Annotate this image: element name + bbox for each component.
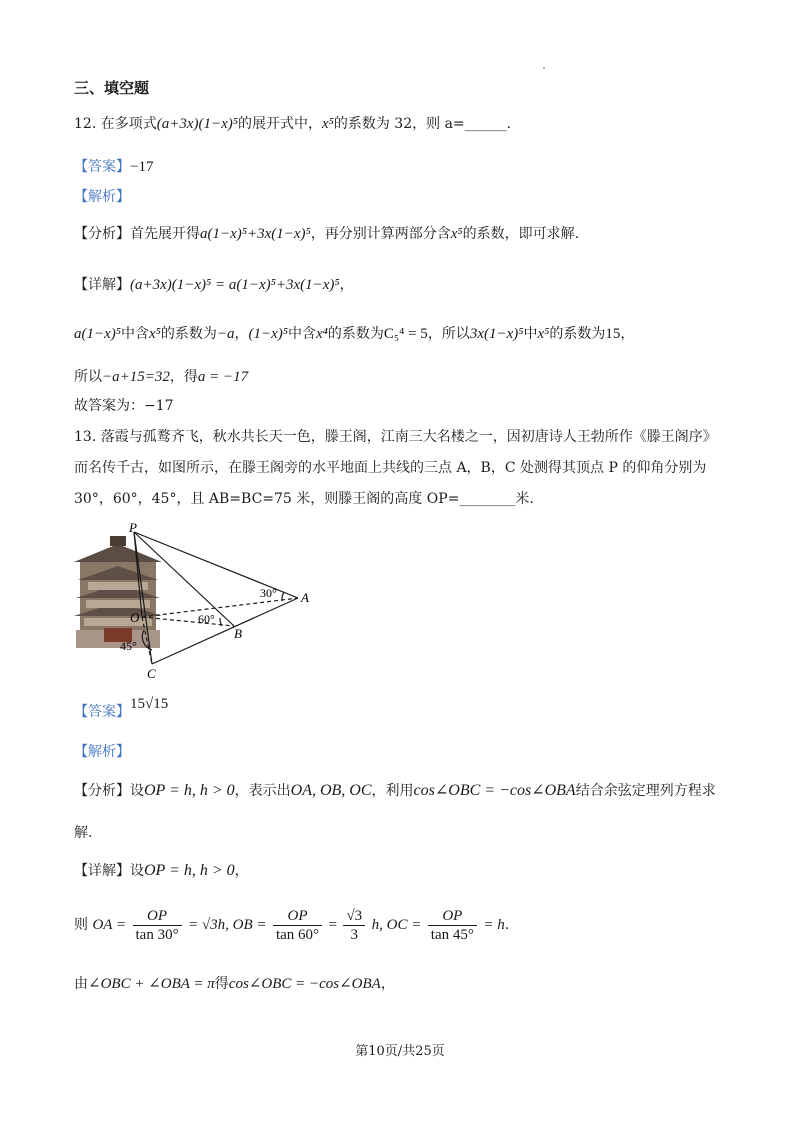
f-b: OP = h, h > 0: [144, 782, 235, 799]
angle-label-B: 60°: [198, 612, 215, 626]
q12-line4: 故答案为：−17: [74, 398, 174, 414]
last-b: ∠OBC + ∠OBA = π: [88, 976, 215, 992]
last-a: 由: [74, 976, 88, 992]
line-OA: [142, 598, 298, 617]
fenxi-x5: x⁵: [450, 226, 463, 242]
l2-q: 15: [605, 326, 621, 342]
q13-fenxi: [74, 781, 716, 801]
period: .: [504, 917, 510, 933]
x-c: ，: [234, 863, 249, 879]
angle-label-A: 30°: [260, 586, 277, 600]
fenxi-text-b: ，再分别计算两部分含: [310, 226, 451, 242]
l3-b: −a+15=32: [102, 369, 170, 385]
l2-i: x⁴: [316, 326, 328, 342]
last-c: 得: [214, 976, 229, 992]
l2-g: (1−x)⁵: [248, 326, 288, 342]
l2-e: −a: [216, 326, 235, 342]
xiangjie-tag: 【详解】: [74, 277, 130, 293]
xiangjie-tag: 【详解】: [74, 863, 130, 879]
angle-label-C: 45°: [120, 639, 137, 653]
answer-value: −17: [130, 159, 154, 175]
line-AC: [152, 598, 298, 664]
q12-answer: [74, 157, 153, 177]
last-d: cos∠OBC = −cos∠OBA: [228, 976, 381, 992]
oa-den: tan 30°: [135, 926, 179, 943]
l3-a: 所以: [74, 369, 102, 385]
tengwang-pavilion-figure: [74, 522, 334, 682]
l2-d: 的系数为: [160, 326, 217, 342]
fenxi-text-a: 首先展开得: [130, 226, 200, 242]
q12-stem-suffix: 的系数为 32，则 a=______.: [333, 116, 512, 132]
scan-dot: [543, 67, 545, 69]
last-e: ，: [380, 976, 395, 992]
ob-den2: 3: [350, 926, 359, 943]
oa-lhs: OA =: [92, 917, 127, 933]
fenxi-expr: a(1−x)⁵+3x(1−x)⁵: [200, 226, 311, 242]
q12-stem: [74, 114, 511, 134]
l2-p: 的系数为: [549, 326, 606, 342]
fenxi-text-c: 的系数，即可求解.: [462, 226, 580, 242]
f-g: 结合余弦定理列方程求: [575, 783, 716, 799]
line-PO: [134, 532, 142, 617]
oc-num: OP: [428, 907, 477, 926]
ob-fraction-2: [343, 907, 365, 944]
q13-stem-2: 而名传千古，如图所示，在滕王阁旁的水平地面上共线的三点 A，B，C 处测得其顶点 P 的仰角分别为: [74, 460, 707, 476]
q13-last: [74, 974, 395, 994]
q13-stem-1: 13. 落霞与孤鹜齐飞，秋水共长天一色，滕王阁，江南三大名楼之一，因初唐诗人王勃所作《滕王阁序》: [74, 429, 717, 445]
l2-l: ，所以: [427, 326, 470, 342]
label-P: P: [129, 522, 137, 535]
q13-ratios: [74, 906, 509, 944]
oc-den: tan 45°: [430, 926, 474, 943]
x-a: 设: [130, 863, 144, 879]
oa-rhs: = √3h, OB =: [188, 917, 267, 933]
ob-eq: =: [328, 917, 337, 933]
l2-h: 中含: [288, 326, 316, 342]
l2-b: 中含: [121, 326, 149, 342]
q13-fenxi-cont: 解.: [74, 825, 93, 841]
f-e: ，利用: [371, 783, 414, 799]
answer-tag: 【答案】: [74, 704, 130, 720]
l2-m: 3x(1−x)⁵: [469, 326, 524, 342]
fenxi-tag: 【分析】: [74, 226, 130, 242]
section-title: 三、填空题: [74, 79, 150, 97]
oa-fraction: [133, 907, 182, 944]
x-b: OP = h, h > 0: [144, 862, 235, 879]
f-a: 设: [130, 783, 144, 799]
fenxi-tag: 【分析】: [74, 783, 130, 799]
l2-o: x⁵: [537, 326, 550, 342]
label-O: O: [130, 610, 140, 625]
ob-num: OP: [273, 907, 322, 926]
l2-j: 的系数为: [327, 326, 384, 342]
page-footer: 第10页/共25页: [355, 1044, 445, 1059]
label-C: C: [147, 666, 156, 681]
q12-stem-prefix: 12. 在多项式: [74, 116, 157, 132]
xiangjie-comma: ，: [339, 277, 354, 293]
l2-k: C₅⁴ = 5: [383, 326, 428, 342]
oc-rhs: = h: [483, 917, 505, 933]
q12-fenxi: [74, 224, 579, 244]
q12-line2: [74, 324, 634, 344]
f-f: cos∠OBC = −cos∠OBA: [413, 782, 576, 799]
geometry-diagram: [74, 522, 334, 682]
l2-n: 中: [523, 326, 538, 342]
q13-analysis-tag: 【解析】: [74, 744, 130, 760]
ob-num2: √3: [343, 907, 365, 926]
answer-value: 15√15: [130, 696, 169, 712]
q12-stem-mid: 的展开式中，: [237, 116, 322, 132]
ob-fraction: [273, 907, 322, 944]
l2-c: x⁵: [149, 326, 161, 342]
q13-xiangjie: [74, 861, 249, 881]
q12-line3: [74, 367, 248, 387]
q12-xiangjie: [74, 275, 354, 295]
label-A: A: [301, 590, 309, 605]
ze: 则: [74, 917, 88, 933]
l2-r: ，: [620, 326, 635, 342]
l3-d: a = −17: [197, 369, 249, 385]
ob-den: tan 60°: [275, 926, 320, 943]
q13-stem-3: 30°，60°，45°，且 AB=BC=75 米，则滕王阁的高度 OP=________米.: [74, 491, 534, 507]
q12-analysis-tag: 【解析】: [74, 189, 130, 205]
answer-tag: 【答案】: [74, 159, 130, 175]
oc-fraction: [428, 907, 477, 944]
l2-a: a(1−x)⁵: [74, 326, 121, 342]
oa-num: OP: [133, 907, 182, 926]
q12-stem-expr: (a+3x)(1−x)⁵: [156, 116, 238, 132]
xiangjie-expr: (a+3x)(1−x)⁵ = a(1−x)⁵+3x(1−x)⁵: [130, 277, 340, 293]
q13-answer: [74, 696, 169, 722]
f-c: ，表示出: [234, 783, 291, 799]
ob-rhs: h, OC =: [371, 917, 422, 933]
q12-stem-x5: x⁵: [321, 116, 334, 132]
f-d: OA, OB, OC: [290, 782, 372, 799]
l3-c: ，得: [169, 369, 198, 385]
label-B: B: [234, 626, 242, 641]
l2-f: ，: [234, 326, 249, 342]
